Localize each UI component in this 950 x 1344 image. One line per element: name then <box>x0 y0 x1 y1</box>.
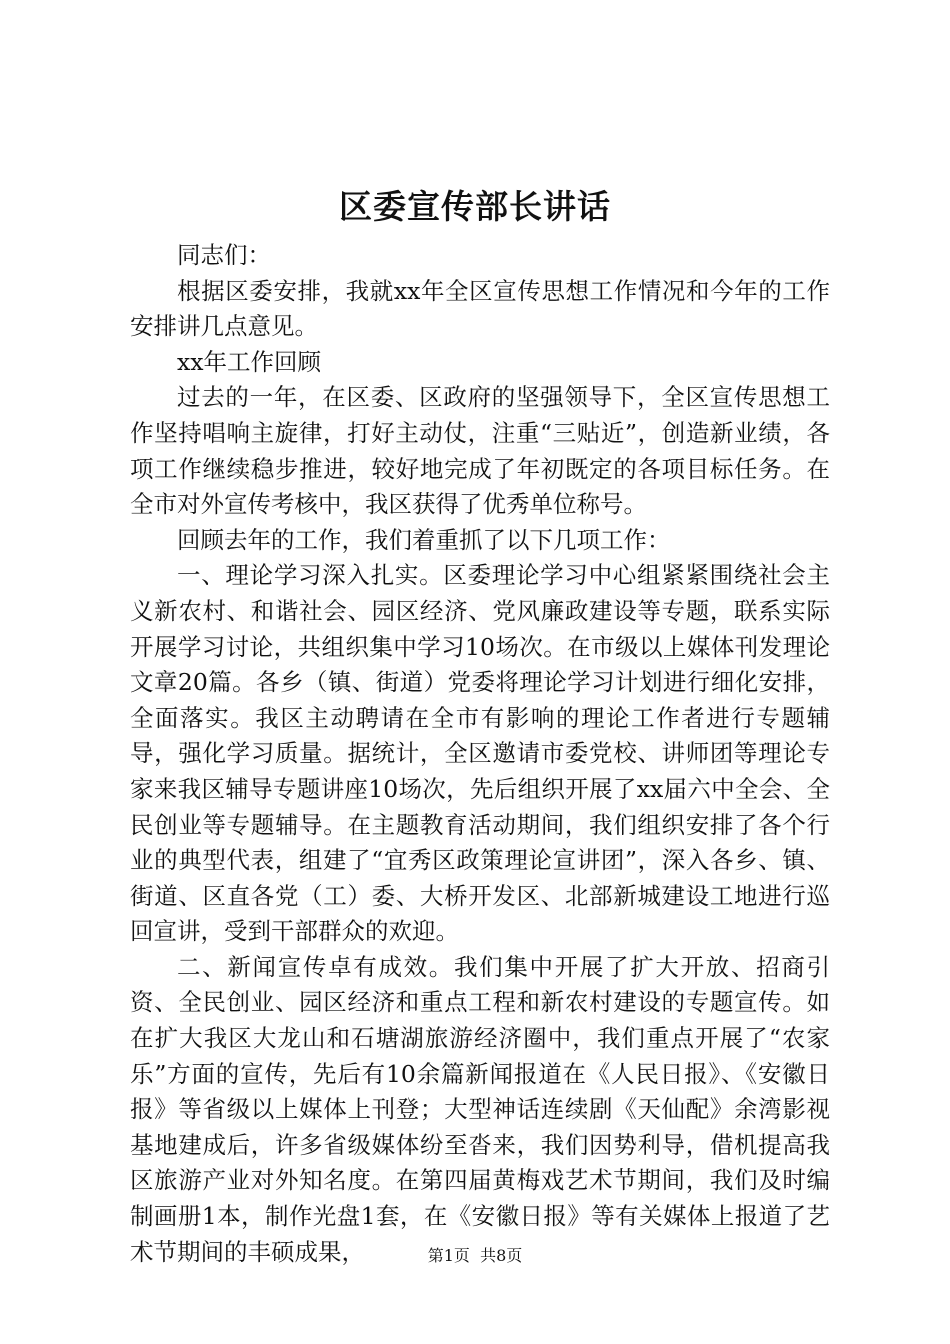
page-number: 第1页 <box>427 1246 470 1265</box>
intro-paragraph: 根据区委安排，我就xx年全区宣传思想工作情况和今年的工作安排讲几点意见。 <box>130 276 830 341</box>
document-body <box>130 238 830 1270</box>
salutation-paragraph: 同志们： <box>177 241 271 269</box>
review-lead-paragraph: 回顾去年的工作，我们着重抓了以下几项工作： <box>177 525 671 554</box>
theory-study-paragraph: 一、理论学习深入扎实。区委理论学习中心组紧紧围绕社会主义新农村、和谐社会、园区经济、党风廉政建设等专题，联系实际开展学习讨论，共组织集中学习10场次。在市级以上媒体刊发理论文章20篇。各乡（镇、街道）党委将理论学习计划进行细化安排，全面落实。我区主动聘请在全市有影响的理论工作者进行专题辅导，强化学习质量。据统计，全区邀请市委党校、讲师团等理论专家来我区辅导专题讲座10场次，先后组织开展了xx届六中全会、全民创业等专题辅导。在主题教育活动期间，我们组织安排了各个行业的典型代表，组建了“宜秀区政策理论宣讲团”，深入各乡、镇、街道、区直各党（工）委、大桥开发区、北部新城建设工地进行巡回宣讲，受到干部群众的欢迎。 <box>130 561 830 946</box>
page-footer <box>0 1244 950 1268</box>
document-title: 区委宣传部长讲话 <box>339 187 611 226</box>
section-heading: xx年工作回顾 <box>177 347 322 376</box>
page-total: 共8页 <box>480 1246 523 1265</box>
review-paragraph: 过去的一年，在区委、区政府的坚强领导下，全区宣传思想工作坚持唱响主旋律，打好主动仗，注重“三贴近”，创造新业绩，各项工作继续稳步推进，较好地完成了年初既定的各项目标任务。在全市对外宣传考核中，我区获得了优秀单位称号。 <box>130 383 830 519</box>
news-publicity-paragraph: 二、新闻宣传卓有成效。我们集中开展了扩大开放、招商引资、全民创业、园区经济和重点工程和新农村建设的专题宣传。如在扩大我区大龙山和石塘湖旅游经济圈中，我们重点开展了“农家乐”方面的宣传，先后有10余篇新闻报道在《人民日报》、《安徽日报》等省级以上媒体上刊登；大型神话连续剧《天仙配》余湾影视基地建成后，许多省级媒体纷至沓来，我们因势利导，借机提高我区旅游产业对外知名度。在第四届黄梅戏艺术节期间，我们及时编制画册1本，制作光盘1套，在《安徽日报》等有关媒体上报道了艺术节期间的丰硕成果， <box>130 952 830 1266</box>
